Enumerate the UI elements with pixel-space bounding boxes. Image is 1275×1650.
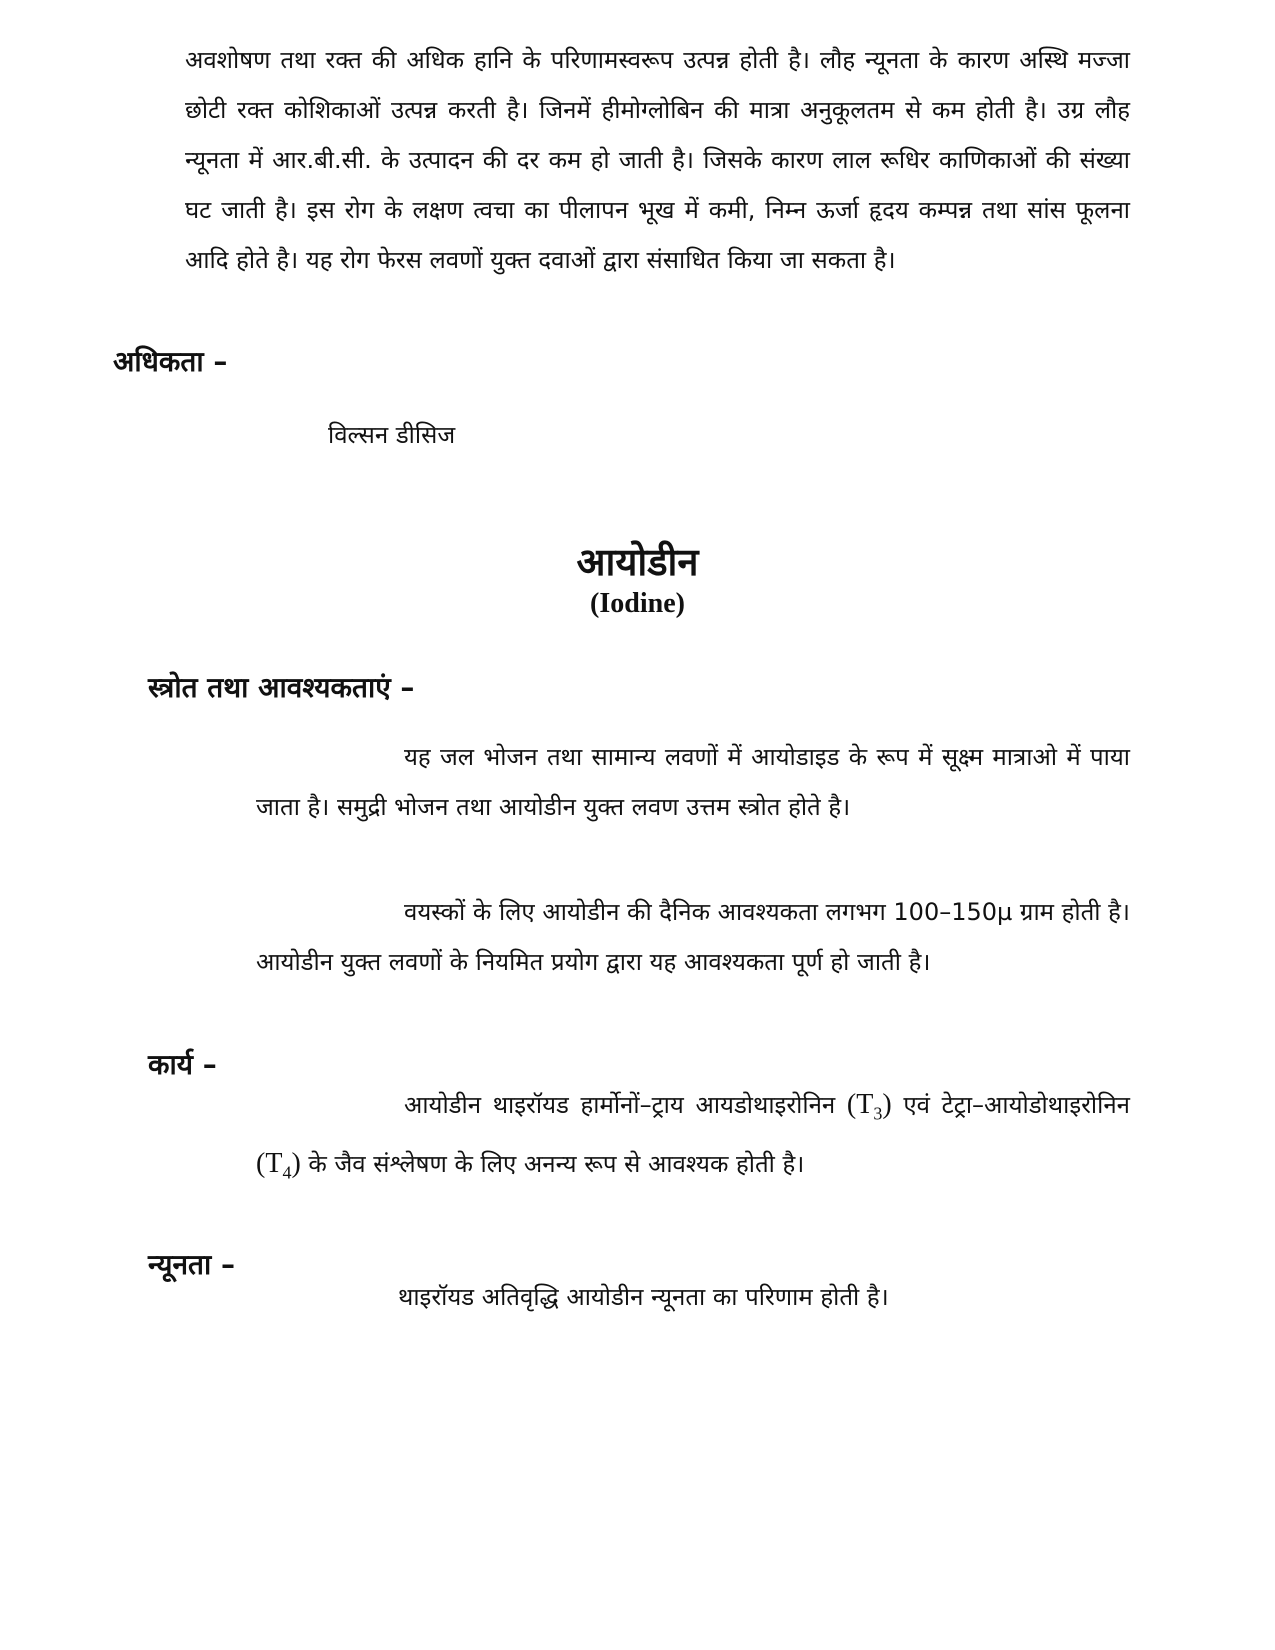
function-text-part-3: के जैव संश्लेषण के लिए अनन्य रूप से आवश्यक होती है।	[300, 1149, 805, 1178]
excess-text: विल्सन डीसिज	[328, 421, 456, 449]
sources-heading: स्त्रोत तथा आवश्यकताएं –	[148, 671, 415, 704]
intro-paragraph: अवशोषण तथा रक्त की अधिक हानि के परिणामस्वरूप उत्पन्न होती है। लौह न्यूनता के कारण अस्थि मज्जा छोटी रक्त कोशिकाओं उत्पन्न करती है। जिनमें हीमोग्लोबिन की मात्रा अनुकूलतम से कम होती है। उग्र लौह न्यूनता में आर.बी.सी. के उत्पादन की दर कम हो जाती है। जिसके कारण लाल रूधिर काणिकाओं की संख्या घट जाती है। इस रोग के लक्षण त्वचा का पीलापन भूख में कमी, निम्न ऊर्जा हृदय कम्पन्न तथा सांस फूलना आदि होते है। यह रोग फेरस लवणों युक्त दवाओं द्वारा संसाधित किया जा सकता है।	[185, 46, 1130, 274]
deficiency-heading: न्यूनता –	[148, 1248, 236, 1281]
function-text-part-1: आयोडीन थाइरॉयड हार्मोनों–ट्राय आयडोथाइरोनिन	[404, 1091, 847, 1119]
t4-letter: T	[265, 1147, 283, 1179]
t4-label: $(T_4)$	[256, 1147, 301, 1183]
excess-heading: अधिकता –	[113, 345, 228, 378]
function-text-part-2: एवं टेट्रा–आयोडोथाइरोनिन	[891, 1091, 1130, 1119]
t3-label: $(T_3)$	[846, 1089, 892, 1124]
t4-subscript: 4	[282, 1162, 292, 1183]
function-heading: कार्य –	[148, 1048, 217, 1081]
page-title: आयोडीन	[576, 540, 699, 584]
sources-paragraph-1: यह जल भोजन तथा सामान्य लवणों में आयोडाइड के रूप में सूक्ष्म मात्राओ में पाया जाता है। समुद्री भोजन तथा आयोडीन युक्त लवण उत्तम स्त्रोत होते है।	[256, 743, 1130, 821]
t3-subscript: 3	[873, 1103, 883, 1124]
function-paragraph	[256, 1080, 1130, 1197]
sources-paragraph-2: वयस्कों के लिए आयोडीन की दैनिक आवश्यकता लगभग 100–150µ ग्राम होती है। आयोडीन युक्त लवणों के नियमित प्रयोग द्वारा यह आवश्यकता पूर्ण हो जाती है।	[256, 898, 1130, 976]
deficiency-text: थाइरॉयड अतिवृद्धि आयोडीन न्यूनता का परिणाम होती है।	[398, 1283, 889, 1311]
page-subtitle: (Iodine)	[590, 588, 685, 619]
t3-letter: T	[856, 1089, 874, 1120]
